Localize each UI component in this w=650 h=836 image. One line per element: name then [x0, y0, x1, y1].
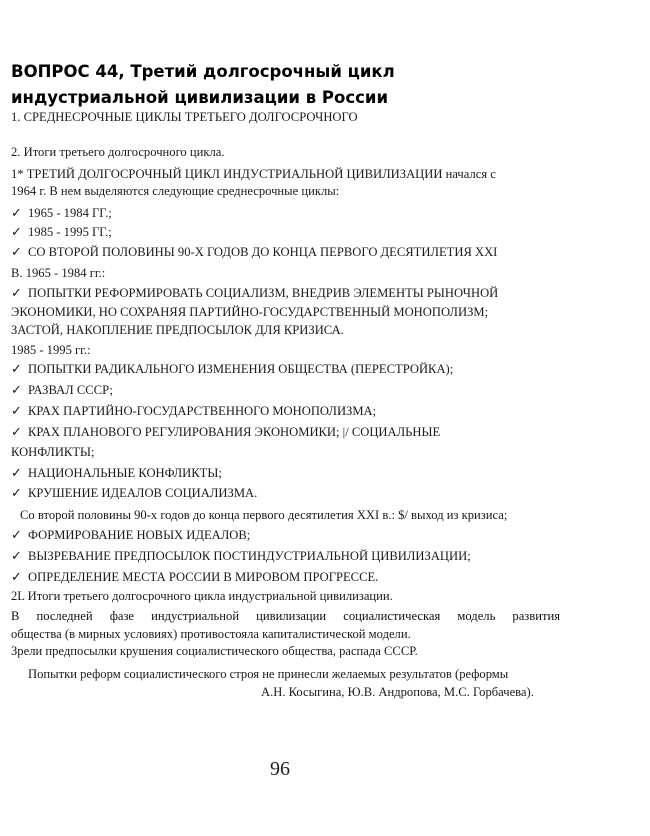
- text-line: 1985 - 1995 гг.:: [11, 343, 91, 357]
- checkmark-icon: ✓: [11, 548, 22, 563]
- bullet-item: [11, 244, 497, 260]
- page-number: 96: [270, 758, 290, 780]
- bullet-text: НАЦИОНАЛЬНЫЕ КОНФЛИКТЫ;: [28, 466, 222, 480]
- paragraph-text: В последней фазе индустриальной цивилизации социалистическая модель развития: [11, 609, 560, 623]
- text-line: Со второй половины 90-х годов до конца первого десятилетия XXI в.: $/ выход из кризиса;: [20, 508, 508, 522]
- checkmark-icon: ✓: [11, 361, 22, 376]
- bullet-item: [11, 527, 250, 543]
- bullet-text: КРУШЕНИЕ ИДЕАЛОВ СОЦИАЛИЗМА.: [28, 486, 258, 500]
- text-line: 2L Итоги третьего долгосрочного цикла индустриальной цивилизации.: [11, 589, 393, 603]
- bullet-text: ВЫЗРЕВАНИЕ ПРЕДПОСЫЛОК ПОСТИНДУСТРИАЛЬНОЙ ЦИВИЛИЗАЦИИ;: [28, 549, 471, 563]
- text-line: В. 1965 - 1984 гг.:: [11, 266, 106, 280]
- checkmark-icon: ✓: [11, 465, 22, 480]
- checkmark-icon: ✓: [11, 244, 22, 259]
- bullet-text: ПОПЫТКИ РЕФОРМИРОВАТЬ СОЦИАЛИЗМ, ВНЕДРИВ ЭЛЕМЕНТЫ РЫНОЧНОЙ: [28, 286, 499, 300]
- bullet-text: 1965 - 1984 ГГ.;: [28, 206, 112, 220]
- bullet-text: КРАХ ПЛАНОВОГО РЕГУЛИРОВАНИЯ ЭКОНОМИКИ; |/ СОЦИАЛЬНЫЕ: [28, 425, 441, 439]
- bullet-text: ФОРМИРОВАНИЕ НОВЫХ ИДЕАЛОВ;: [28, 528, 251, 542]
- checkmark-icon: ✓: [11, 403, 22, 418]
- bullet-item: [11, 485, 257, 501]
- checkmark-icon: ✓: [11, 424, 22, 439]
- text-line: Зрели предпосылки крушения социалистического общества, распада СССР.: [11, 644, 418, 658]
- bullet-item: [11, 548, 471, 564]
- question-title: [11, 59, 631, 111]
- bullet-item: [11, 205, 112, 221]
- bullet-item: [11, 285, 498, 301]
- checkmark-icon: ✓: [11, 485, 22, 500]
- justified-line: [11, 608, 560, 624]
- checkmark-icon: ✓: [11, 285, 22, 300]
- text-line: 1* ТРЕТИЙ ДОЛГОСРОЧНЫЙ ЦИКЛ ИНДУСТРИАЛЬНОЙ ЦИВИЛИЗАЦИИ начался с: [11, 167, 496, 181]
- text-line: А.Н. Косыгина, Ю.В. Андропова, М.С. Горбачева).: [261, 685, 534, 699]
- bullet-text: КРАХ ПАРТИЙНО-ГОСУДАРСТВЕННОГО МОНОПОЛИЗМА;: [28, 404, 377, 418]
- bullet-text: СО ВТОРОЙ ПОЛОВИНЫ 90-Х ГОДОВ ДО КОНЦА ПЕРВОГО ДЕСЯТИЛЕТИЯ XXI: [28, 245, 498, 259]
- bullet-item: [11, 361, 453, 377]
- checkmark-icon: ✓: [11, 382, 22, 397]
- bullet-item: [11, 424, 440, 440]
- bullet-item: [11, 382, 113, 398]
- text-line: 2. Итоги третьего долгосрочного цикла.: [11, 145, 225, 159]
- bullet-item: [11, 465, 222, 481]
- bullet-text: РАЗВАЛ СССР;: [28, 383, 114, 397]
- bullet-text: 1985 - 1995 ГГ.;: [28, 225, 112, 239]
- bullet-item: [11, 569, 378, 585]
- text-line: Попытки реформ социалистического строя не принесли желаемых результатов (реформы: [28, 667, 509, 681]
- text-line: общества (в мирных условиях) противостояла капиталистической модели.: [11, 627, 411, 641]
- text-line: ЗАСТОЙ, НАКОПЛЕНИЕ ПРЕДПОСЫЛОК ДЛЯ КРИЗИСА.: [11, 323, 344, 337]
- text-line: ЭКОНОМИКИ, НО СОХРАНЯЯ ПАРТИЙНО-ГОСУДАРСТВЕННЫЙ МОНОПОЛИЗМ;: [11, 305, 489, 319]
- checkmark-icon: ✓: [11, 205, 22, 220]
- bullet-text: ОПРЕДЕЛЕНИЕ МЕСТА РОССИИ В МИРОВОМ ПРОГРЕССЕ.: [28, 570, 379, 584]
- bullet-item: [11, 403, 376, 419]
- text-line: 1. СРЕДНЕСРОЧНЫЕ ЦИКЛЫ ТРЕТЬЕГО ДОЛГОСРОЧНОГО: [11, 110, 358, 124]
- checkmark-icon: ✓: [11, 569, 22, 584]
- bullet-item: [11, 224, 112, 240]
- bullet-text: ПОПЫТКИ РАДИКАЛЬНОГО ИЗМЕНЕНИЯ ОБЩЕСТВА (ПЕРЕСТРОЙКА);: [28, 362, 454, 376]
- title-line-1: ВОПРОС 44, Третий долгосрочный цикл: [11, 62, 395, 81]
- checkmark-icon: ✓: [11, 224, 22, 239]
- text-line: КОНФЛИКТЫ;: [11, 445, 95, 459]
- text-line: 1964 г. В нем выделяются следующие среднесрочные циклы:: [11, 184, 340, 198]
- checkmark-icon: ✓: [11, 527, 22, 542]
- title-line-2: индустриальной цивилизации в России: [11, 88, 389, 107]
